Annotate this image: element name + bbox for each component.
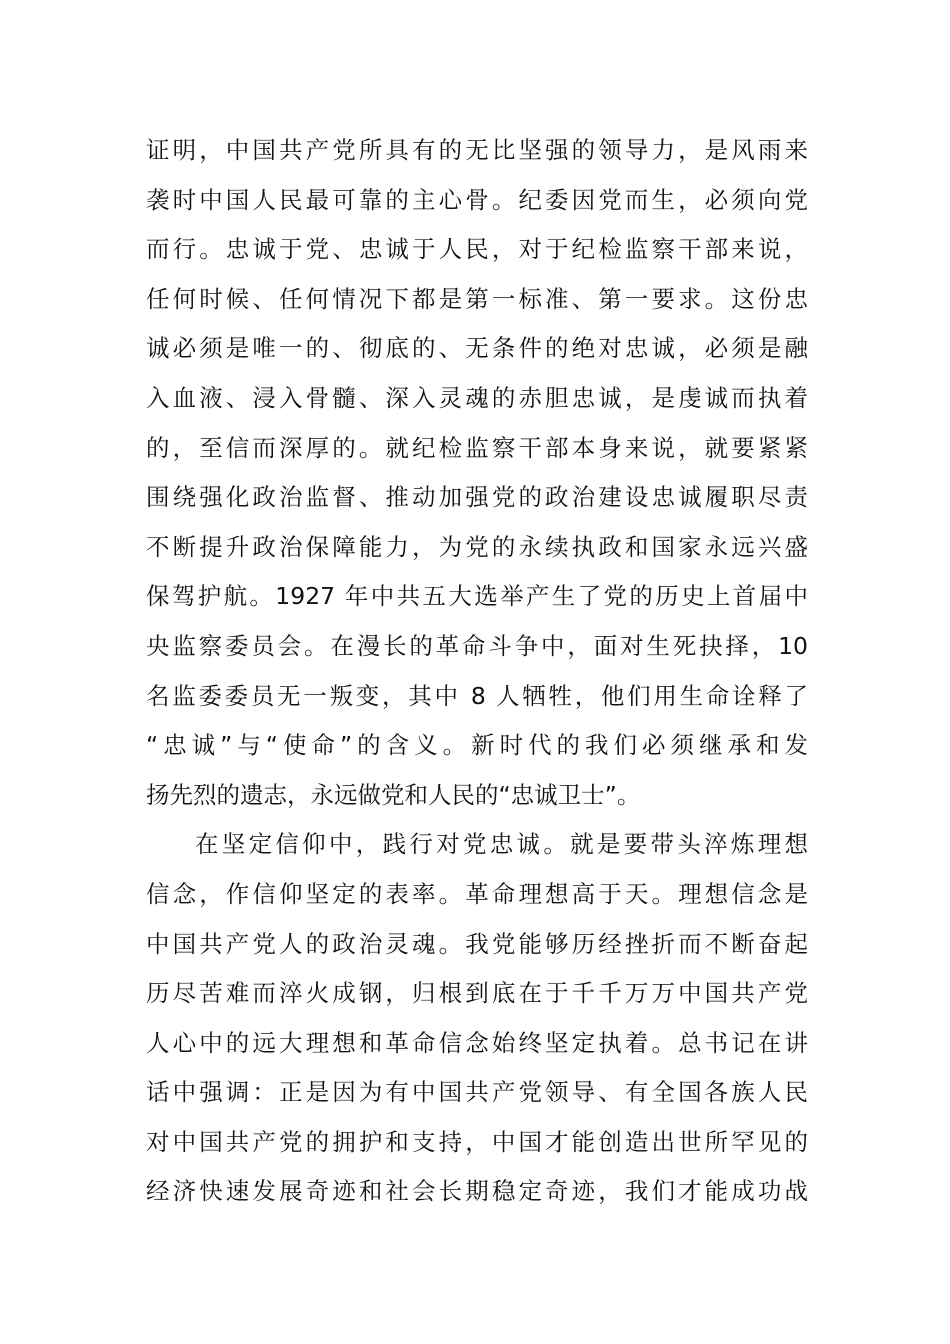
text-line: “忠诚”与“使命”的含义。新时代的我们必须继承和发 — [146, 731, 808, 760]
text-line: 不断提升政治保障能力，为党的永续执政和国家永远兴盛 — [146, 532, 808, 561]
text-line: 在坚定信仰中，践行对党忠诚。就是要带头淬炼理想 — [195, 830, 808, 859]
text-line: 诚必须是唯一的、彻底的、无条件的绝对忠诚，必须是融 — [146, 334, 808, 363]
text-line: 围绕强化政治监督、推动加强党的政治建设忠诚履职尽责 — [146, 483, 808, 512]
text-line: 而行。忠诚于党、忠诚于人民，对于纪检监察干部来说， — [146, 235, 808, 264]
text-line: 的，至信而深厚的。就纪检监察干部本身来说，就要紧紧 — [146, 433, 808, 462]
text-line: 话中强调：正是因为有中国共产党领导、有全国各族人民 — [146, 1078, 808, 1107]
text-line: 对中国共产党的拥护和支持，中国才能创造出世所罕见的 — [146, 1127, 808, 1156]
text-line: 扬先烈的遗志，永远做党和人民的“忠诚卫士”。 — [146, 780, 641, 809]
text-line: 入血液、浸入骨髓、深入灵魂的赤胆忠诚，是虔诚而执着 — [146, 383, 808, 412]
text-line: 名监委委员无一叛变，其中 8 人牺牲，他们用生命诠释了 — [146, 681, 808, 710]
text-line: 历尽苦难而淬火成钢，归根到底在于千千万万中国共产党 — [146, 979, 808, 1008]
text-line: 袭时中国人民最可靠的主心骨。纪委因党而生，必须向党 — [146, 185, 808, 214]
text-line: 央监察委员会。在漫长的革命斗争中，面对生死抉择，10 — [146, 631, 808, 660]
text-line: 任何时候、任何情况下都是第一标准、第一要求。这份忠 — [146, 284, 808, 313]
text-line: 人心中的远大理想和革命信念始终坚定执着。总书记在讲 — [146, 1028, 808, 1057]
text-line: 保驾护航。1927 年中共五大选举产生了党的历史上首届中 — [146, 582, 808, 611]
paragraph-2 — [146, 820, 808, 1217]
text-line: 中国共产党人的政治灵魂。我党能够历经挫折而不断奋起 — [146, 929, 808, 958]
text-line: 信念，作信仰坚定的表率。革命理想高于天。理想信念是 — [146, 879, 808, 908]
text-line: 经济快速发展奇迹和社会长期稳定奇迹，我们才能成功战 — [146, 1177, 808, 1206]
body-text — [146, 126, 808, 1217]
text-line: 证明，中国共产党所具有的无比坚强的领导力，是风雨来 — [146, 136, 808, 164]
paragraph-1 — [146, 126, 808, 820]
